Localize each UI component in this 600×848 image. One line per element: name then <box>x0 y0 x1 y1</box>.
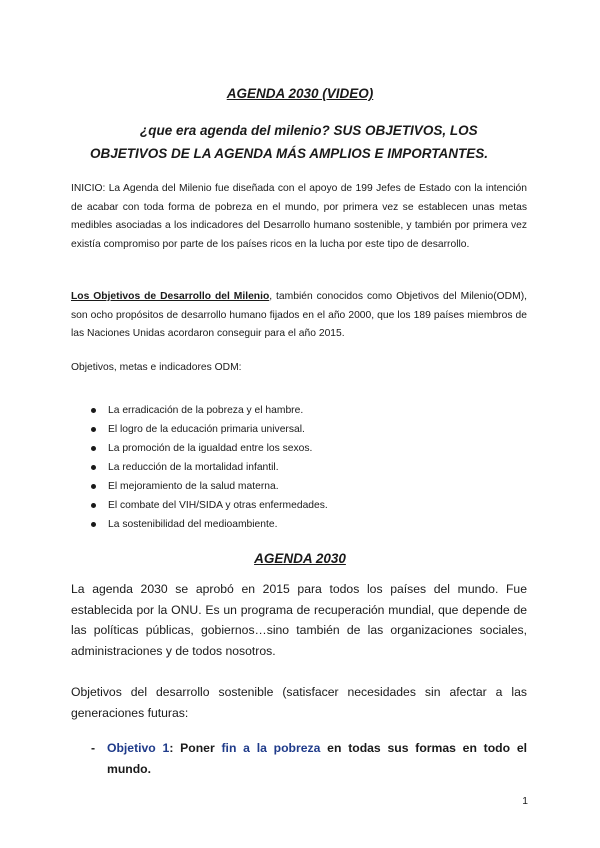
objective-text-a: : Poner <box>169 741 222 755</box>
subtitle-line-1: ¿que era agenda del milenio? SUS OBJETIVOS, LOS <box>140 123 478 138</box>
list-item-text: La promoción de la igualdad entre los sexos. <box>108 443 313 454</box>
list-item-text: La erradicación de la pobreza y el hambre. <box>108 405 304 416</box>
list-item <box>91 458 328 477</box>
list-item <box>91 439 328 458</box>
list-item <box>91 401 328 420</box>
section-title: AGENDA 2030 <box>254 551 346 566</box>
subtitle-line-2: OBJETIVOS DE LA AGENDA MÁS AMPLIOS E IMPORTANTES. <box>90 146 489 161</box>
intro-paragraph: INICIO: La Agenda del Milenio fue diseñada con el apoyo de 199 Jefes de Estado con la intención de acabar con toda forma de pobreza en el mundo, por primera vez se establecen unas metas medibles asociadas a los indicadores del Desarrollo humano sostenible, y también por primera vez existía compromiso por parte de los países ricos en la lucha por este tipo de desarrollo. <box>71 183 527 251</box>
odm-paragraph-text: , también conocidos como Objetivos del Milenio(ODM), son ocho propósitos de desarrollo humano fijados en el año 2000, que los 189 países miembros de las Naciones Unidas acordaron conseguir para el año 2015. <box>71 291 527 340</box>
bullet-icon <box>91 465 96 470</box>
objective-highlight: fin a la pobreza <box>221 741 321 755</box>
document-title: AGENDA 2030 (VIDEO) <box>226 86 374 101</box>
bullet-icon <box>91 408 96 413</box>
list-item <box>91 477 328 496</box>
dash-marker: - <box>91 741 96 755</box>
list-item-text: La reducción de la mortalidad infantil. <box>108 462 279 473</box>
objective-text-b: en todas sus formas en todo el mundo. <box>107 741 528 776</box>
odm-list-label: Objetivos, metas e indicadores ODM: <box>71 362 242 373</box>
bullet-icon <box>91 503 96 508</box>
list-item-text: La sostenibilidad del medioambiente. <box>108 519 278 530</box>
list-item-text: El mejoramiento de la salud materna. <box>108 481 279 492</box>
list-item-text: El combate del VIH/SIDA y otras enfermedades. <box>108 500 328 511</box>
list-item <box>91 420 328 439</box>
odm-heading: Los Objetivos de Desarrollo del Milenio <box>71 291 270 302</box>
list-item <box>91 515 328 534</box>
bullet-icon <box>91 427 96 432</box>
page-number: 1 <box>522 796 528 807</box>
list-item-text: El logro de la educación primaria universal. <box>108 424 305 435</box>
objective-label: Objetivo 1 <box>107 741 170 755</box>
objective-text <box>107 738 527 779</box>
bullet-icon <box>91 446 96 451</box>
agenda-paragraph: La agenda 2030 se aprobó en 2015 para todos los países del mundo. Fue establecida por la ONU. Es un programa de recuperación mundial, que depende de las políticas públicas, gobiernos…sino también de las organizaciones sociales, administraciones y de todos nosotros. <box>71 582 527 658</box>
bullet-icon <box>91 522 96 527</box>
odm-list <box>91 401 328 534</box>
bullet-icon <box>91 484 96 489</box>
sdg-paragraph: Objetivos del desarrollo sostenible (satisfacer necesidades sin afectar a las generaciones futuras: <box>71 685 527 720</box>
odm-paragraph <box>71 288 527 344</box>
list-item <box>91 496 328 515</box>
